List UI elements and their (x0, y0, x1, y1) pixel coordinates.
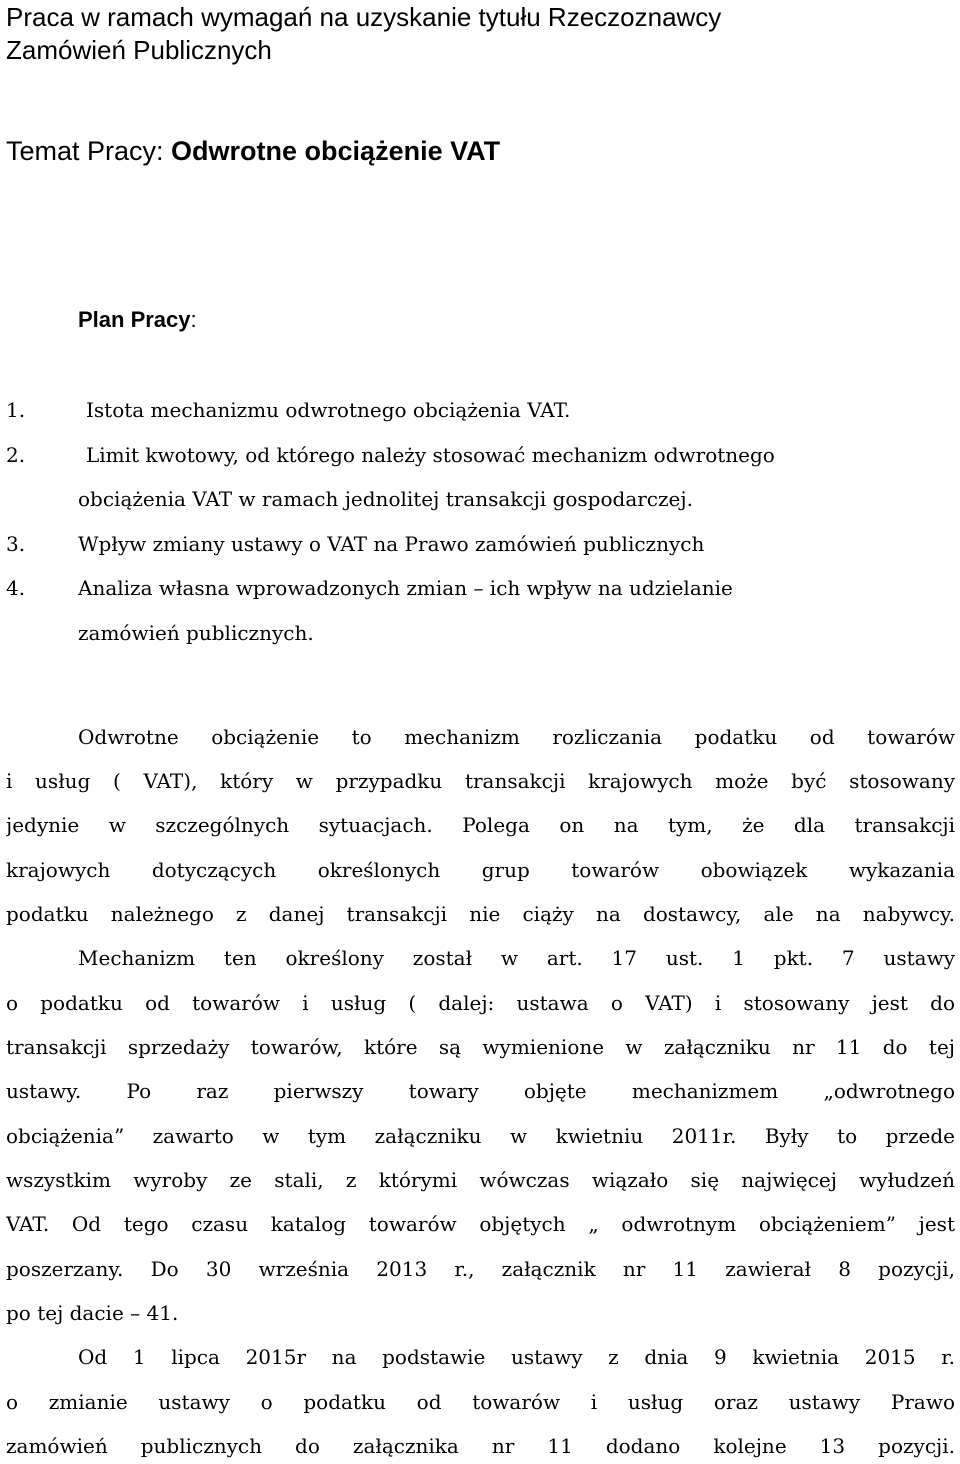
plan-item-text: obciążenia VAT w ramach jednolitej transakcji gospodarczej. (78, 487, 693, 511)
plan-item-text: Wpływ zmiany ustawy o VAT na Prawo zamówień publicznych (78, 532, 705, 556)
paragraph-line: krajowych dotyczących określonych grup towarów obowiązek wykazania (6, 858, 955, 882)
plan-item-number: 4. (6, 576, 26, 600)
paragraph-line: po tej dacie – 41. (6, 1301, 179, 1325)
plan-item-text: Limit kwotowy, od którego należy stosować mechanizm odwrotnego (86, 443, 775, 467)
topic-title: Odwrotne obciążenie VAT (171, 136, 501, 166)
plan-item-number: 3. (6, 532, 26, 556)
paragraph-line: o podatku od towarów i usług ( dalej: ustawa o VAT) i stosowany jest do (6, 991, 955, 1015)
document-header-line-2: Zamówień Publicznych (6, 35, 272, 65)
plan-item-number: 2. (6, 443, 26, 467)
plan-heading (78, 305, 197, 335)
paragraph-line: Od 1 lipca 2015r na podstawie ustawy z dnia 9 kwietnia 2015 r. (78, 1345, 955, 1369)
plan-heading-colon: : (190, 307, 197, 332)
plan-item-text: Istota mechanizmu odwrotnego obciążenia VAT. (86, 398, 571, 422)
paragraph-line: zamówień publicznych do załącznika nr 11 dodano kolejne 13 pozycji. (6, 1434, 955, 1458)
paragraph-line: obciążenia” zawarto w tym załączniku w kwietniu 2011r. Były to przede (6, 1124, 955, 1148)
topic-line (6, 133, 500, 169)
paragraph-line: jedynie w szczególnych sytuacjach. Polega on na tym, że dla transakcji (6, 813, 955, 837)
paragraph-line: o zmianie ustawy o podatku od towarów i usług oraz ustawy Prawo (6, 1390, 955, 1414)
topic-label: Temat Pracy: (6, 136, 172, 166)
paragraph-line: VAT. Od tego czasu katalog towarów objętych „ odwrotnym obciążeniem” jest (6, 1212, 955, 1236)
plan-item-number: 1. (6, 398, 26, 422)
paragraph-line: transakcji sprzedaży towarów, które są wymienione w załączniku nr 11 do tej (6, 1035, 955, 1059)
paragraph-line: i usług ( VAT), który w przypadku transakcji krajowych może być stosowany (6, 769, 955, 793)
paragraph-line: podatku należnego z danej transakcji nie ciąży na dostawcy, ale na nabywcy. (6, 902, 955, 926)
plan-item-text: Analiza własna wprowadzonych zmian – ich wpływ na udzielanie (78, 576, 733, 600)
paragraph-line: Odwrotne obciążenie to mechanizm rozliczania podatku od towarów (78, 725, 955, 749)
paragraph-line: wszystkim wyroby ze stali, z którymi wówczas wiązało się najwięcej wyłudzeń (6, 1168, 955, 1192)
paragraph-line: ustawy. Po raz pierwszy towary objęte mechanizmem „odwrotnego (6, 1079, 955, 1103)
document-header-line-1: Praca w ramach wymagań na uzyskanie tytułu Rzeczoznawcy (6, 2, 722, 32)
paragraph-line: poszerzany. Do 30 września 2013 r., załącznik nr 11 zawierał 8 pozycji, (6, 1257, 955, 1281)
paragraph-line: Mechanizm ten określony został w art. 17 ust. 1 pkt. 7 ustawy (78, 946, 955, 970)
plan-heading-label: Plan Pracy (78, 307, 191, 332)
plan-item-text: zamówień publicznych. (78, 621, 314, 645)
